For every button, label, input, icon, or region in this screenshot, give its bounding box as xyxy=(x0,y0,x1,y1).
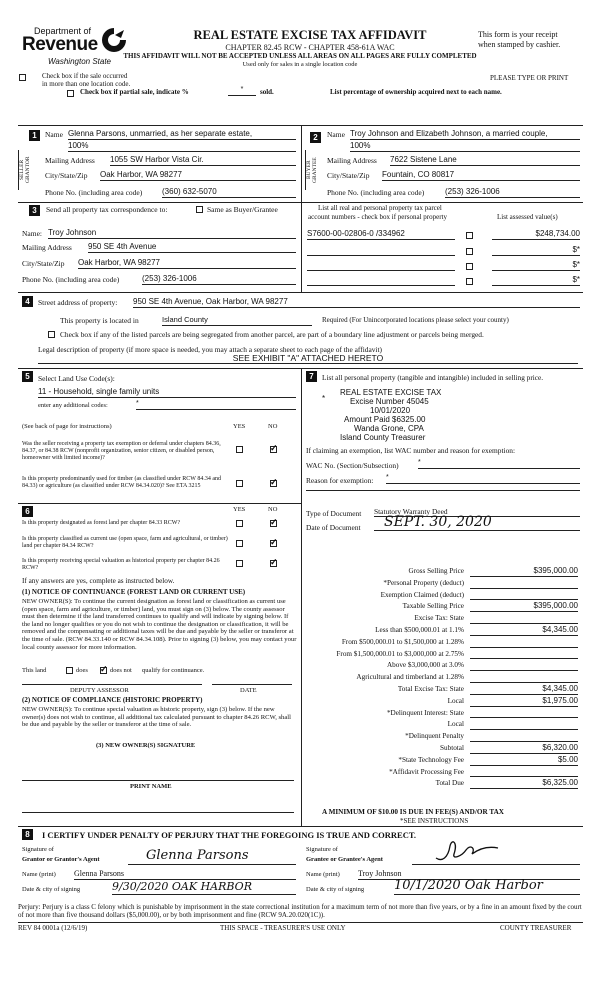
assessed-value-1[interactable]: $248,734.00 xyxy=(492,229,580,240)
assessed-value-3[interactable]: $* xyxy=(492,260,580,271)
parcel-header-2: account numbers - check box if personal property xyxy=(308,213,447,221)
tax-row xyxy=(306,660,582,672)
tax-row-label: *State Technology Fee xyxy=(398,755,464,764)
this-land-label: This land xyxy=(22,667,47,674)
partial-sale-checkbox[interactable] xyxy=(67,90,74,97)
tax-row-label: Above $3,000,000 at 3.0% xyxy=(386,661,464,670)
tax-row-label: Excise Tax: State xyxy=(414,614,464,623)
tax-row xyxy=(306,672,582,684)
wac-field[interactable]: * xyxy=(418,459,580,469)
sec5-q1-no-checkbox[interactable] xyxy=(270,446,277,453)
grantor-sig-label-2: Grantor or Grantor's Agent xyxy=(22,856,100,863)
corr-name-label: Name: xyxy=(22,229,42,238)
street-address-label: Street address of property: xyxy=(38,298,118,307)
tax-row-value[interactable] xyxy=(470,649,578,660)
notice-compliance-body: NEW OWNER(S): To continue special valuation as historic property, sign (3) below. If the new owner(s) does not wish to continue, all additional tax calculated pursuant to chapter 84.26 RCW, shall be due and payable by the seller or transferor at the time of sale. xyxy=(22,706,291,729)
tax-row-label: *Delinquent Penalty xyxy=(405,732,464,741)
perjury-text: Perjury: Perjury is a class C felony which is punishable by imprisonment in the state correctional institution for a maximum term of not more than five years, or by a fine in an amount fixed by the court of not more than five thousand dollars ($5,000.00), or by both imprisonment and fine (RCW 9A.20.020(1C)). xyxy=(18,903,582,919)
deputy-assessor-label: DEPUTY ASSESSOR xyxy=(70,687,129,694)
section-7-number: 7 xyxy=(306,371,317,382)
section-4-number: 4 xyxy=(22,296,33,307)
notice-continuance-body: NEW OWNER(S): To continue the current designation as forest land or classification as current use (open space, farm and agriculture, or timber) land, you must sign on (3) below. The county assessor must then determine if the land transferred continues to qualify and will indicate by signing below. If the land no longer qualifies or you do not wish to continue the designation or classification, it will be removed and the compensating or additional taxes will be due and payable by the seller or transferor at the time of sale. (RCW 84.33.140 or RCW 84.34.108). Prior to signing (3) below, you may contact your local county assessor for more information. xyxy=(22,598,297,651)
tax-row-value[interactable] xyxy=(470,767,578,778)
corr-mailing-label: Mailing Address xyxy=(22,243,72,252)
seller-city-label: City/State/Zip xyxy=(45,171,88,180)
legal-description-field[interactable]: SEE EXHIBIT "A" ATTACHED HERETO xyxy=(38,353,578,364)
sec6-q2-no-checkbox[interactable] xyxy=(270,540,277,547)
parcel-header-1: List all real and personal property tax parcel xyxy=(318,204,442,212)
tax-row-value[interactable] xyxy=(470,719,578,730)
new-owner-signature-label: (3) NEW OWNER(S) SIGNATURE xyxy=(96,742,196,749)
tax-row xyxy=(306,719,582,731)
form-title: REAL ESTATE EXCISE TAX AFFIDAVIT xyxy=(193,28,427,42)
sec6-no-header: NO xyxy=(268,506,278,513)
sec5-no-header: NO xyxy=(268,423,278,430)
please-type-note: PLEASE TYPE OR PRINT xyxy=(490,74,569,82)
dor-swirl-logo-icon xyxy=(100,26,128,54)
buyer-percent-field[interactable]: 100% xyxy=(350,141,580,152)
corr-mailing-field[interactable]: 950 SE 4th Avenue xyxy=(88,242,296,253)
sec5-q2-yes-checkbox[interactable] xyxy=(236,480,243,487)
multi-location-label-2: in more than one location code. xyxy=(42,80,131,88)
land-qualify-label: qualify for continuance. xyxy=(142,667,205,674)
wac-label: WAC No. (Section/Subsection) xyxy=(306,461,399,470)
grantee-name-field[interactable]: Troy Johnson xyxy=(358,869,580,880)
doc-date-label: Date of Document xyxy=(306,523,361,532)
if-any-yes-note: If any answers are yes, complete as instructed below. xyxy=(22,577,175,585)
sec5-question-1: Was the seller receiving a property tax exemption or deferral under chapters 84.36, 84.37, or 84.38 RCW (nonprofit organization, senior citizen, or disabled person, homeowner with limited income)? xyxy=(22,441,221,461)
located-in-field[interactable]: Island County xyxy=(162,315,312,326)
notice-compliance-title: (2) NOTICE OF COMPLIANCE (HISTORIC PROPERTY) xyxy=(22,696,203,704)
tax-row-label: Taxable Selling Price xyxy=(402,602,464,611)
tax-computation-table xyxy=(306,566,582,826)
parcel-number-4[interactable] xyxy=(307,275,455,286)
tax-row xyxy=(306,637,582,649)
buyer-phone-field[interactable]: (253) 326-1006 xyxy=(445,187,580,198)
segregated-note: Check box if any of the listed parcels are being segregated from another parcel, are part of a boundary line adjustment or parcels being merged. xyxy=(60,330,484,339)
stamp-line-5: Wanda Grone, CPA xyxy=(354,424,424,433)
dept-line2: Revenue xyxy=(22,34,98,55)
parcel-2-personal-checkbox[interactable] xyxy=(466,248,473,255)
parcel-number-1[interactable]: S7600-00-02806-0 /334962 xyxy=(307,229,455,240)
corr-phone-label: Phone No. (including area code) xyxy=(22,275,120,284)
tax-row xyxy=(306,578,582,590)
receipt-note-1: This form is your receipt xyxy=(478,30,558,39)
tax-row-value[interactable] xyxy=(470,731,578,742)
reason-label: Reason for exemption: xyxy=(306,476,374,485)
personal-property-label: List all personal property (tangible and intangible) included in selling price. xyxy=(322,373,544,382)
buyer-city-field[interactable]: Fountain, CO 80817 xyxy=(382,170,580,181)
tax-row-value[interactable] xyxy=(470,578,578,589)
doc-date-field[interactable]: SEPT. 30, 2020 xyxy=(374,514,580,531)
section-6-number: 6 xyxy=(22,506,33,517)
doc-type-label: Type of Document xyxy=(306,509,362,518)
buyer-mailing-field[interactable]: 7622 Sistene Lane xyxy=(390,155,580,166)
section-5-number: 5 xyxy=(22,371,33,382)
land-does-checkbox[interactable] xyxy=(66,667,73,674)
stamp-line-6: Island County Treasurer xyxy=(340,433,426,442)
sec6-question-2: Is this property classified as current use (open space, farm and agricultural, or timber) land per chapter 84.34 RCW? xyxy=(22,536,228,549)
stamp-line-2: Excise Number 45045 xyxy=(350,397,429,406)
seller-mailing-field[interactable]: 1055 SW Harbor Vista Cir. xyxy=(110,155,296,166)
tax-row-label: *Personal Property (deduct) xyxy=(383,578,464,587)
corr-city-field[interactable]: Oak Harbor, WA 98277 xyxy=(78,258,296,269)
stamp-star: * xyxy=(322,394,326,403)
doc-type-field[interactable]: Statutory Warranty Deed xyxy=(374,507,580,517)
tax-row xyxy=(306,755,582,767)
tax-row-value[interactable] xyxy=(470,613,578,624)
sec6-q2-yes-checkbox[interactable] xyxy=(236,540,243,547)
dept-line1: Department of xyxy=(34,26,92,36)
buyer-name-label: Name xyxy=(327,130,345,139)
tax-row-value[interactable] xyxy=(470,590,578,601)
grantee-signature-field[interactable] xyxy=(412,848,580,865)
print-name-label: PRINT NAME xyxy=(130,783,172,790)
tax-row xyxy=(306,778,582,790)
multi-location-checkbox[interactable] xyxy=(19,74,26,81)
land-does-label: does xyxy=(76,667,88,674)
form-warning: THIS AFFIDAVIT WILL NOT BE ACCEPTED UNLESS ALL AREAS ON ALL PAGES ARE FULLY COMPLETED xyxy=(123,52,477,60)
section-1-number: 1 xyxy=(29,130,40,141)
ownership-note: List percentage of ownership acquired next to each name. xyxy=(330,88,502,96)
form-id: REV 84 0001a (12/6/19) xyxy=(18,924,88,932)
parcel-number-3[interactable] xyxy=(307,260,455,271)
tax-row-label: Total Due xyxy=(435,779,464,788)
sec6-q1-yes-checkbox[interactable] xyxy=(236,520,243,527)
tax-row xyxy=(306,649,582,661)
reason-field[interactable]: * xyxy=(386,474,580,484)
tax-row-value[interactable]: $395,000.00 xyxy=(470,601,578,612)
section-8-number: 8 xyxy=(22,829,33,840)
same-as-buyer-label: Same as Buyer/Grantee xyxy=(207,205,278,214)
partial-sale-label: Check box if partial sale, indicate % xyxy=(80,88,189,96)
grantor-sig-label-1: Signature of xyxy=(22,846,54,853)
tax-row-label: *Affidavit Processing Fee xyxy=(389,767,464,776)
see-back-note: (See back of page for instructions) xyxy=(22,423,112,430)
corr-name-field[interactable]: Troy Johnson xyxy=(48,228,296,239)
tax-row xyxy=(306,566,582,578)
tax-row xyxy=(306,696,582,708)
stamp-line-4: Amount Paid $6325.00 xyxy=(344,415,426,424)
sec5-question-2: Is this property predominantly used for timber (as classified under RCW 84.34 and 84.33) or agriculture (as classified under RCW 84.34.020)? See ETA 3215 xyxy=(22,476,222,489)
tax-row xyxy=(306,625,582,637)
tax-row-value[interactable]: $4,345.00 xyxy=(470,625,578,636)
grantor-date-field[interactable]: 9/30/2020 OAK HARBOR xyxy=(112,880,296,895)
tax-row xyxy=(306,743,582,755)
grantee-date-field[interactable]: 10/1/2020 Oak Harbor xyxy=(394,878,580,895)
parcel-number-2[interactable] xyxy=(307,245,455,256)
grantor-signature-field[interactable]: Glenna Parsons xyxy=(128,848,296,865)
street-address-field[interactable]: 950 SE 4th Avenue, Oak Harbor, WA 98277 xyxy=(133,297,580,308)
treasurer-space-label: THIS SPACE - TREASURER'S USE ONLY xyxy=(220,924,346,932)
grantee-name-label: Name (print) xyxy=(306,871,340,878)
section-2-number: 2 xyxy=(310,132,321,143)
tax-row xyxy=(306,731,582,743)
required-county-note: Required (For Unincorporated locations please select your county) xyxy=(322,316,509,324)
parcel-3-personal-checkbox[interactable] xyxy=(466,263,473,270)
tax-row-value[interactable]: $1,975.00 xyxy=(470,696,578,707)
partial-sale-input[interactable]: * xyxy=(228,86,256,96)
sec6-yes-header: YES xyxy=(233,506,246,513)
receipt-note-2: when stamped by cashier. xyxy=(478,40,561,49)
grantee-date-label: Date & city of signing xyxy=(306,886,365,893)
grantee-sig-label-2: Grantee or Grantee's Agent xyxy=(306,856,383,863)
section-3-number: 3 xyxy=(29,205,40,216)
seller-grantor-side-label: SELLER GRANTOR xyxy=(18,150,30,190)
sec5-q1-yes-checkbox[interactable] xyxy=(236,446,243,453)
seller-mailing-label: Mailing Address xyxy=(45,156,95,165)
tax-row xyxy=(306,601,582,613)
buyer-name-field[interactable]: Troy Johnson and Elizabeth Johnson, a married couple, xyxy=(350,129,580,140)
tax-row-label: From $500,000.01 to $1,500,000 at 1.28% xyxy=(341,637,464,646)
land-does-not-label: does not xyxy=(110,667,132,674)
sec5-yes-header: YES xyxy=(233,423,246,430)
see-instructions-note: *SEE INSTRUCTIONS xyxy=(400,817,469,825)
multi-location-label-1: Check box if the sale occurred xyxy=(42,72,128,80)
buyer-city-label: City/State/Zip xyxy=(327,171,370,180)
tax-row xyxy=(306,590,582,602)
land-use-select[interactable]: 11 - Household, single family units xyxy=(38,387,296,398)
deputy-date-label: DATE xyxy=(240,687,257,694)
sec6-question-3: Is this property receiving special valuation as historical property per chapter 84.26 RCW? xyxy=(22,558,220,571)
assessed-value-2[interactable]: $* xyxy=(492,245,580,256)
grantor-name-label: Name (print) xyxy=(22,871,56,878)
parcel-4-personal-checkbox[interactable] xyxy=(466,278,473,285)
grantor-date-label: Date & city of signing xyxy=(22,886,81,893)
tax-row-label: Local xyxy=(447,720,464,729)
parcel-1-personal-checkbox[interactable] xyxy=(466,232,473,239)
buyer-phone-label: Phone No. (including area code) xyxy=(327,188,425,197)
dept-line3: Washington State xyxy=(48,57,112,66)
tax-row-label: Local xyxy=(447,696,464,705)
form-chapter: CHAPTER 82.45 RCW - CHAPTER 458-61A WAC xyxy=(225,43,395,52)
grantee-sig-label-1: Signature of xyxy=(306,846,338,853)
sec6-q1-no-checkbox[interactable] xyxy=(270,520,277,527)
tax-row-value[interactable] xyxy=(470,708,578,719)
segregated-checkbox[interactable] xyxy=(48,331,55,338)
tax-row-label: From $1,500,000.01 to $3,000,000 at 2.75% xyxy=(336,649,464,658)
tax-row-value[interactable]: $4,345.00 xyxy=(470,684,578,695)
send-correspondence-label: Send all property tax correspondence to: xyxy=(46,205,168,214)
seller-name-field[interactable]: Glenna Parsons, unmarried, as her separate estate, xyxy=(68,129,296,140)
land-does-not-checkbox[interactable] xyxy=(100,667,107,674)
partial-sale-suffix: sold. xyxy=(260,88,274,96)
tax-row-value[interactable]: $5.00 xyxy=(470,755,578,766)
county-treasurer-label: COUNTY TREASURER xyxy=(500,924,572,932)
tax-row-label: Gross Selling Price xyxy=(408,567,464,575)
minimum-due-note: A MINIMUM OF $10.00 IS DUE IN FEE(S) AND/OR TAX xyxy=(322,808,504,816)
sec6-q3-no-checkbox[interactable] xyxy=(270,560,277,567)
exemption-label: If claiming an exemption, list WAC number and reason for exemption: xyxy=(306,446,516,455)
corr-phone-field[interactable]: (253) 326-1006 xyxy=(142,274,296,285)
assessed-header: List assessed value(s) xyxy=(497,213,558,221)
stamp-line-1: REAL ESTATE EXCISE TAX xyxy=(340,388,442,397)
tax-row xyxy=(306,684,582,696)
tax-row-label: *Delinquent Interest: State xyxy=(386,708,464,717)
tax-row-value[interactable]: $6,325.00 xyxy=(470,778,578,789)
legal-description-label: Legal description of property (if more space is needed, you may attach a separate sheet to each page of the affidavit) xyxy=(38,345,382,354)
tax-row xyxy=(306,708,582,720)
grantee-signature-scribble xyxy=(432,836,502,866)
seller-phone-field[interactable]: (360) 632-5070 xyxy=(162,187,296,198)
tax-row-label: Exemption Claimed (deduct) xyxy=(380,590,464,599)
additional-codes-label: enter any additional codes: xyxy=(38,402,108,409)
notice-continuance-title: (1) NOTICE OF CONTINUANCE (FOREST LAND OR CURRENT USE) xyxy=(22,588,246,596)
certify-statement: I CERTIFY UNDER PENALTY OF PERJURY THAT THE FOREGOING IS TRUE AND CORRECT. xyxy=(42,830,417,840)
grantor-name-field[interactable]: Glenna Parsons xyxy=(74,869,296,880)
tax-row-value[interactable] xyxy=(470,660,578,671)
sec5-q2-no-checkbox[interactable] xyxy=(270,480,277,487)
tax-row-value[interactable]: $395,000.00 xyxy=(470,566,578,577)
land-use-label: Select Land Use Code(s): xyxy=(38,374,115,383)
sec6-question-1: Is this property designated as forest land per chapter 84.33 RCW? xyxy=(22,520,181,526)
tax-row-label: Less than $500,000.01 at 1.1% xyxy=(375,626,464,634)
additional-codes-field[interactable]: * xyxy=(136,400,296,410)
located-in-label: This property is located in xyxy=(60,316,139,325)
tax-row xyxy=(306,613,582,625)
tax-row-value[interactable]: $6,320.00 xyxy=(470,743,578,754)
tax-row-label: Subtotal xyxy=(440,744,464,752)
buyer-grantee-side-label: BUYER GRANTEE xyxy=(305,150,317,190)
stamp-line-3: 10/01/2020 xyxy=(370,406,411,415)
tax-row-value[interactable] xyxy=(470,672,578,683)
seller-city-field[interactable]: Oak Harbor, WA 98277 xyxy=(100,170,296,181)
seller-phone-label: Phone No. (including area code) xyxy=(45,188,143,197)
buyer-mailing-label: Mailing Address xyxy=(327,156,377,165)
tax-row-value[interactable] xyxy=(470,637,578,648)
tax-row-label: Total Excise Tax: State xyxy=(397,685,464,693)
tax-row-label: Agricultural and timberland at 1.28% xyxy=(356,673,464,682)
same-as-buyer-checkbox[interactable] xyxy=(196,206,203,213)
assessed-value-4[interactable]: $* xyxy=(492,275,580,286)
tax-row xyxy=(306,767,582,779)
seller-name-label: Name xyxy=(45,130,63,139)
sec6-q3-yes-checkbox[interactable] xyxy=(236,560,243,567)
used-only-note: Used only for sales in a single location code xyxy=(242,61,358,68)
corr-city-label: City/State/Zip xyxy=(22,259,65,268)
perjury-notice xyxy=(18,903,583,919)
seller-percent-field[interactable]: 100% xyxy=(68,141,296,152)
